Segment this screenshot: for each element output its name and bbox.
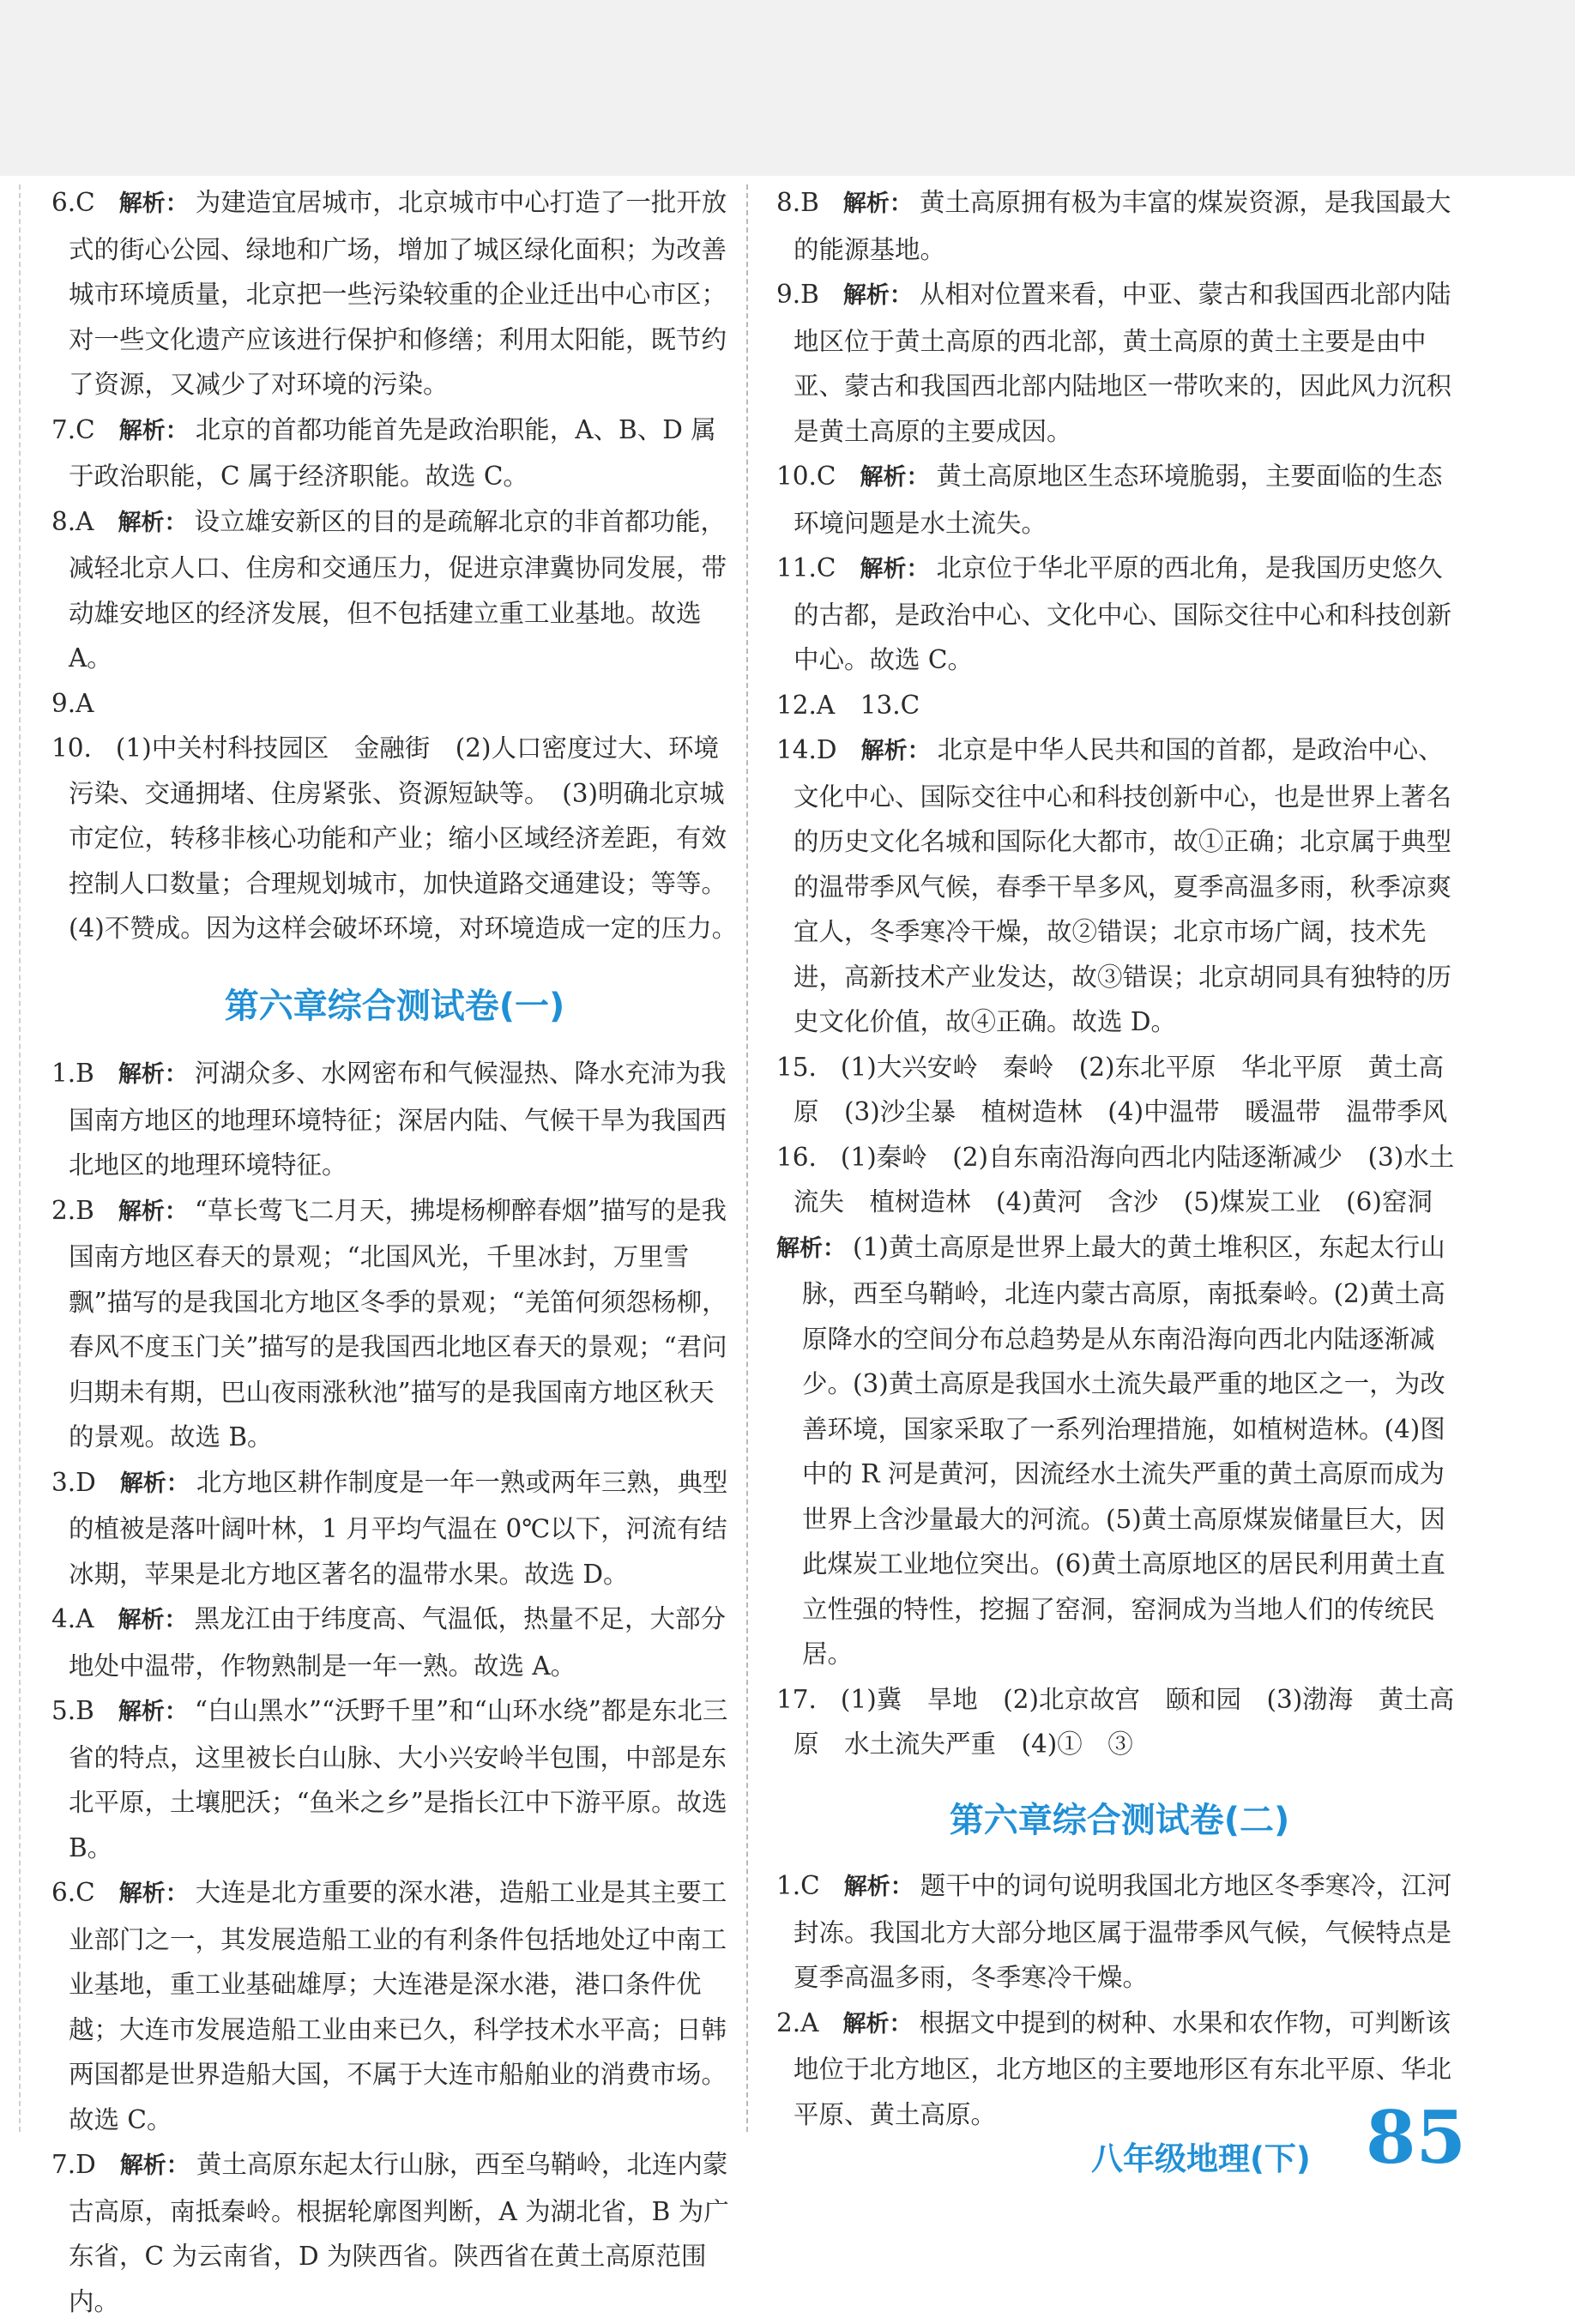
answer-number: 15. <box>776 1052 817 1082</box>
answer-item <box>51 1460 738 1597</box>
answer-text: 黑龙江由于纬度高、气温低，热量不足，大部分地处中温带，作物熟制是一年一熟。故选 A。 <box>69 1604 726 1681</box>
answer-number: 1.B <box>51 1059 94 1088</box>
left-answer-list-1 <box>51 180 738 951</box>
answer-number: 14.D <box>776 735 837 764</box>
answer-item <box>51 1688 738 1870</box>
answer-text: 从相对位置来看，中亚、蒙古和我国西北部内陆地区位于黄土高原的西北部，黄土高原的黄土主要是由中亚、蒙古和我国西北部内陆地区一带吹来的，因此风力沉积是黄土高原的主要成因。 <box>794 280 1452 446</box>
answer-number: 11.C <box>776 553 836 583</box>
answer-text: 题干中的词句说明我国北方地区冬季寒冷，江河封冻。我国北方大部分地区属于温带季风气候，气候特点是夏季高温多雨，冬季寒冷干燥。 <box>794 1871 1452 1992</box>
analysis-label: 解析： <box>118 417 189 444</box>
section-heading-2: 第六章综合测试卷(二) <box>949 1800 1290 1840</box>
page-number: 85 <box>1366 2095 1466 2180</box>
answer-item <box>776 1135 1463 1225</box>
answer-number: 8.B <box>776 188 819 217</box>
answer-item <box>51 681 738 727</box>
answer-text: “白山黑水”“沃野千里”和“山环水绕”都是东北三省的特点，这里被长白山脉、大小兴安岭半包围，中部是东北平原，土壤肥沃；“鱼米之乡”是指长江中下游平原。故选 B。 <box>69 1696 728 1862</box>
answer-item <box>776 1045 1463 1135</box>
answer-item <box>51 1188 738 1460</box>
answer-text: (1)冀 旱地 (2)北京故宫 颐和园 (3)渤海 黄土高原 水土流失严重 (4)① ③ <box>794 1684 1455 1759</box>
answer-text: 北方地区耕作制度是一年一熟或两年三熟，典型的植被是落叶阔叶林，1 月平均气温在 0℃以下，河流有结冰期，苹果是北方地区著名的温带水果。故选 D。 <box>69 1467 728 1589</box>
column-divider <box>746 184 748 2132</box>
grade-subject-label: 八年级地理(下) <box>1091 2140 1311 2177</box>
answer-number: 3.D <box>51 1467 96 1497</box>
answer-text: 北京位于华北平原的西北角，是我国历史悠久的古都，是政治中心、文化中心、国际交往中心和科技创新中心。故选 C。 <box>794 553 1452 674</box>
answer-text: (1)中关村科技园区 金融街 (2)人口密度过大、环境污染、交通拥堵、住房紧张、资源短缺等。 (3)明确北京城市定位，转移非核心功能和产业；缩小区域经济差距，有效控制人口数量；合理规划城市，加快道路交通建设；等等。 (4)不赞成。因为这样会破坏环境，对环境造成一定的压力。 <box>69 733 739 943</box>
analysis-label: 解析： <box>118 509 188 536</box>
answer-item <box>776 683 1463 728</box>
answer-item <box>776 1863 1463 2001</box>
answer-item <box>51 1597 738 1688</box>
answer-text: “草长莺飞二月天，拂堤杨柳醉春烟”描写的是我国南方地区春天的景观；“北国风光，千里冰封，万里雪飘”描写的是我国北方地区冬季的景观；“羌笛何须怨杨柳，春风不度玉门关”描写的是我国西北地区春天的景观；“君问归期未有期，巴山夜雨涨秋池”描写的是我国南方地区秋天的景观。故选 B。 <box>69 1195 727 1452</box>
answer-item <box>776 180 1463 272</box>
answer-text: (1)秦岭 (2)自东南沿海向西北内陆逐渐减少 (3)水土流失 植树造林 (4)黄河 含沙 (5)煤炭工业 (6)窑洞 <box>794 1142 1455 1216</box>
analysis-label: 解析： <box>119 1470 190 1497</box>
answer-text: (1)大兴安岭 秦岭 (2)东北平原 华北平原 黄土高原 (3)沙尘暴 植树造林 (4)中温带 暖温带 温带季风 <box>794 1052 1448 1126</box>
section-heading-1: 第六章综合测试卷(一) <box>224 986 565 1026</box>
answer-number: 5.B <box>51 1696 94 1725</box>
answer-number: 8.A <box>51 506 94 536</box>
analysis-label: 解析： <box>843 1874 914 1900</box>
answer-text: 黄土高原东起太行山脉，西至乌鞘岭，北连内蒙古高原，南抵秦岭。根据轮廓图判断，A 为湖北省，B 为广东省，C 为云南省，D 为陕西省。陕西省在黄土高原范围内。 <box>69 2150 729 2316</box>
answer-item <box>51 407 738 499</box>
analysis-label: 解析： <box>118 1880 189 1907</box>
answer-number: 17. <box>776 1684 817 1714</box>
binding-margin-line <box>19 184 21 2132</box>
right-answer-list-1 <box>776 180 1463 1767</box>
answer-number: 16. <box>776 1142 817 1172</box>
answer-text: 河湖众多、水网密布和气候湿热、降水充沛为我国南方地区的地理环境特征；深居内陆、气候干旱为我国西北地区的地理环境特征。 <box>69 1059 727 1180</box>
answer-item <box>776 727 1463 1045</box>
answer-text: 北京是中华人民共和国的首都，是政治中心、文化中心、国际交往中心和科技创新中心，也是世界上著名的历史文化名城和国际化大都市，故①正确；北京属于典型的温带季风气候，春季干旱多风，夏季高温多雨，秋季凉爽宜人，冬季寒冷干燥，故②错误；北京市场广阔，技术先进，高新技术产业发达，故③错误；北京胡同具有独特的历史文化价值，故④正确。故选 D。 <box>794 735 1452 1036</box>
analysis-label: 解析： <box>118 1198 188 1225</box>
answer-number: 4.A <box>51 1604 94 1633</box>
answer-item <box>51 1870 738 2142</box>
analysis-label: 解析： <box>118 1607 188 1633</box>
answer-number: 1.C <box>776 1871 820 1900</box>
analysis-label: 解析： <box>119 2152 190 2179</box>
analysis-label: 解析： <box>118 1061 188 1088</box>
analysis-label: 解析： <box>860 556 930 583</box>
left-column <box>51 180 738 2324</box>
analysis-label: 解析： <box>118 1699 188 1725</box>
answer-number: 9.B <box>776 280 819 309</box>
answer-number: 10. <box>51 733 92 763</box>
answer-item <box>776 272 1463 454</box>
analysis-label: 解析： <box>776 1234 846 1262</box>
answer-item <box>776 2001 1463 2138</box>
answer-item <box>51 726 738 951</box>
answer-text: 北京的首都功能首先是政治职能，A、B、D 属于政治职能，C 属于经济职能。故选 C。 <box>69 414 716 491</box>
answer-text: 设立雄安新区的目的是疏解北京的非首都功能，减轻北京人口、住房和交通压力，促进京津冀协同发展，带动雄安地区的经济发展，但不包括建立重工业基地。故选 A。 <box>69 506 727 673</box>
answer-number: 10.C <box>776 462 836 491</box>
answer-text: 为建造宜居城市，北京城市中心打造了一批开放式的街心公园、绿地和广场，增加了城区绿化面积；为改善城市环境质量，北京把一些污染较重的企业迁出中心市区；对一些文化遗产应该进行保护和修缮；利用太阳能，既节约了资源，又减少了对环境的污染。 <box>69 188 727 399</box>
answer-item <box>51 499 738 681</box>
analysis-label: 解析： <box>842 190 913 217</box>
answer-item <box>776 1225 1463 1677</box>
answer-item <box>51 1051 738 1188</box>
answer-number: 7.C <box>51 414 95 444</box>
top-margin-band <box>0 0 1575 176</box>
analysis-label: 解析： <box>118 190 189 217</box>
answer-text: 大连是北方重要的深水港，造船工业是其主要工业部门之一，其发展造船工业的有利条件包括地处辽中南工业基地，重工业基础雄厚；大连港是深水港，港口条件优越；大连市发展造船工业由来已久，科学技术水平高；日韩两国都是世界造船大国，不属于大连市船舶业的消费市场。故选 C。 <box>69 1878 727 2134</box>
answer-number: 2.B <box>51 1195 94 1225</box>
answer-number: 12.A 13.C <box>776 690 920 720</box>
answer-number: 6.C <box>51 1878 95 1907</box>
answer-item <box>51 2142 738 2324</box>
analysis-label: 解析： <box>842 282 913 309</box>
answer-number: 2.A <box>776 2007 819 2037</box>
answer-item <box>776 1677 1463 1767</box>
answer-number: 7.D <box>51 2150 96 2179</box>
left-answer-list-2 <box>51 1051 738 2324</box>
right-answer-list-2 <box>776 1863 1463 2137</box>
answer-text: (1)黄土高原是世界上最大的黄土堆积区，东起太行山脉，西至乌鞘岭，北连内蒙古高原，南抵秦岭。(2)黄土高原降水的空间分布总趋势是从东南沿海向西北内陆逐渐减少。(3)黄土高原是我国水土流失最严重的地区之一，为改善环境，国家采取了一系列治理措施，如植树造林。(4)图中的 R 河是黄河，因流经水土流失严重的黄土高原而成为世界上含沙量最大的河流。(5)黄土高原煤炭储量巨大，因此煤炭工业地位突出。(6)黄土高原地区的居民利用黄土直立性强的特性，挖掘了窑洞，窑洞成为当地人们的传统民居。 <box>802 1232 1445 1669</box>
answer-text: 黄土高原拥有极为丰富的煤炭资源，是我国最大的能源基地。 <box>794 188 1451 264</box>
answer-item <box>51 180 738 407</box>
analysis-label: 解析： <box>842 2010 913 2037</box>
answer-text: 根据文中提到的树种、水果和农作物，可判断该地位于北方地区，北方地区的主要地形区有东北平原、华北平原、黄土高原。 <box>794 2007 1452 2129</box>
right-column <box>776 180 1463 2137</box>
answer-item <box>776 454 1463 546</box>
analysis-label: 解析： <box>860 738 931 764</box>
analysis-label: 解析： <box>860 464 930 491</box>
answer-number: 9.A <box>51 688 94 718</box>
answer-number: 6.C <box>51 188 95 217</box>
answer-text: 黄土高原地区生态环境脆弱，主要面临的生态环境问题是水土流失。 <box>794 462 1443 538</box>
answer-item <box>776 546 1463 683</box>
